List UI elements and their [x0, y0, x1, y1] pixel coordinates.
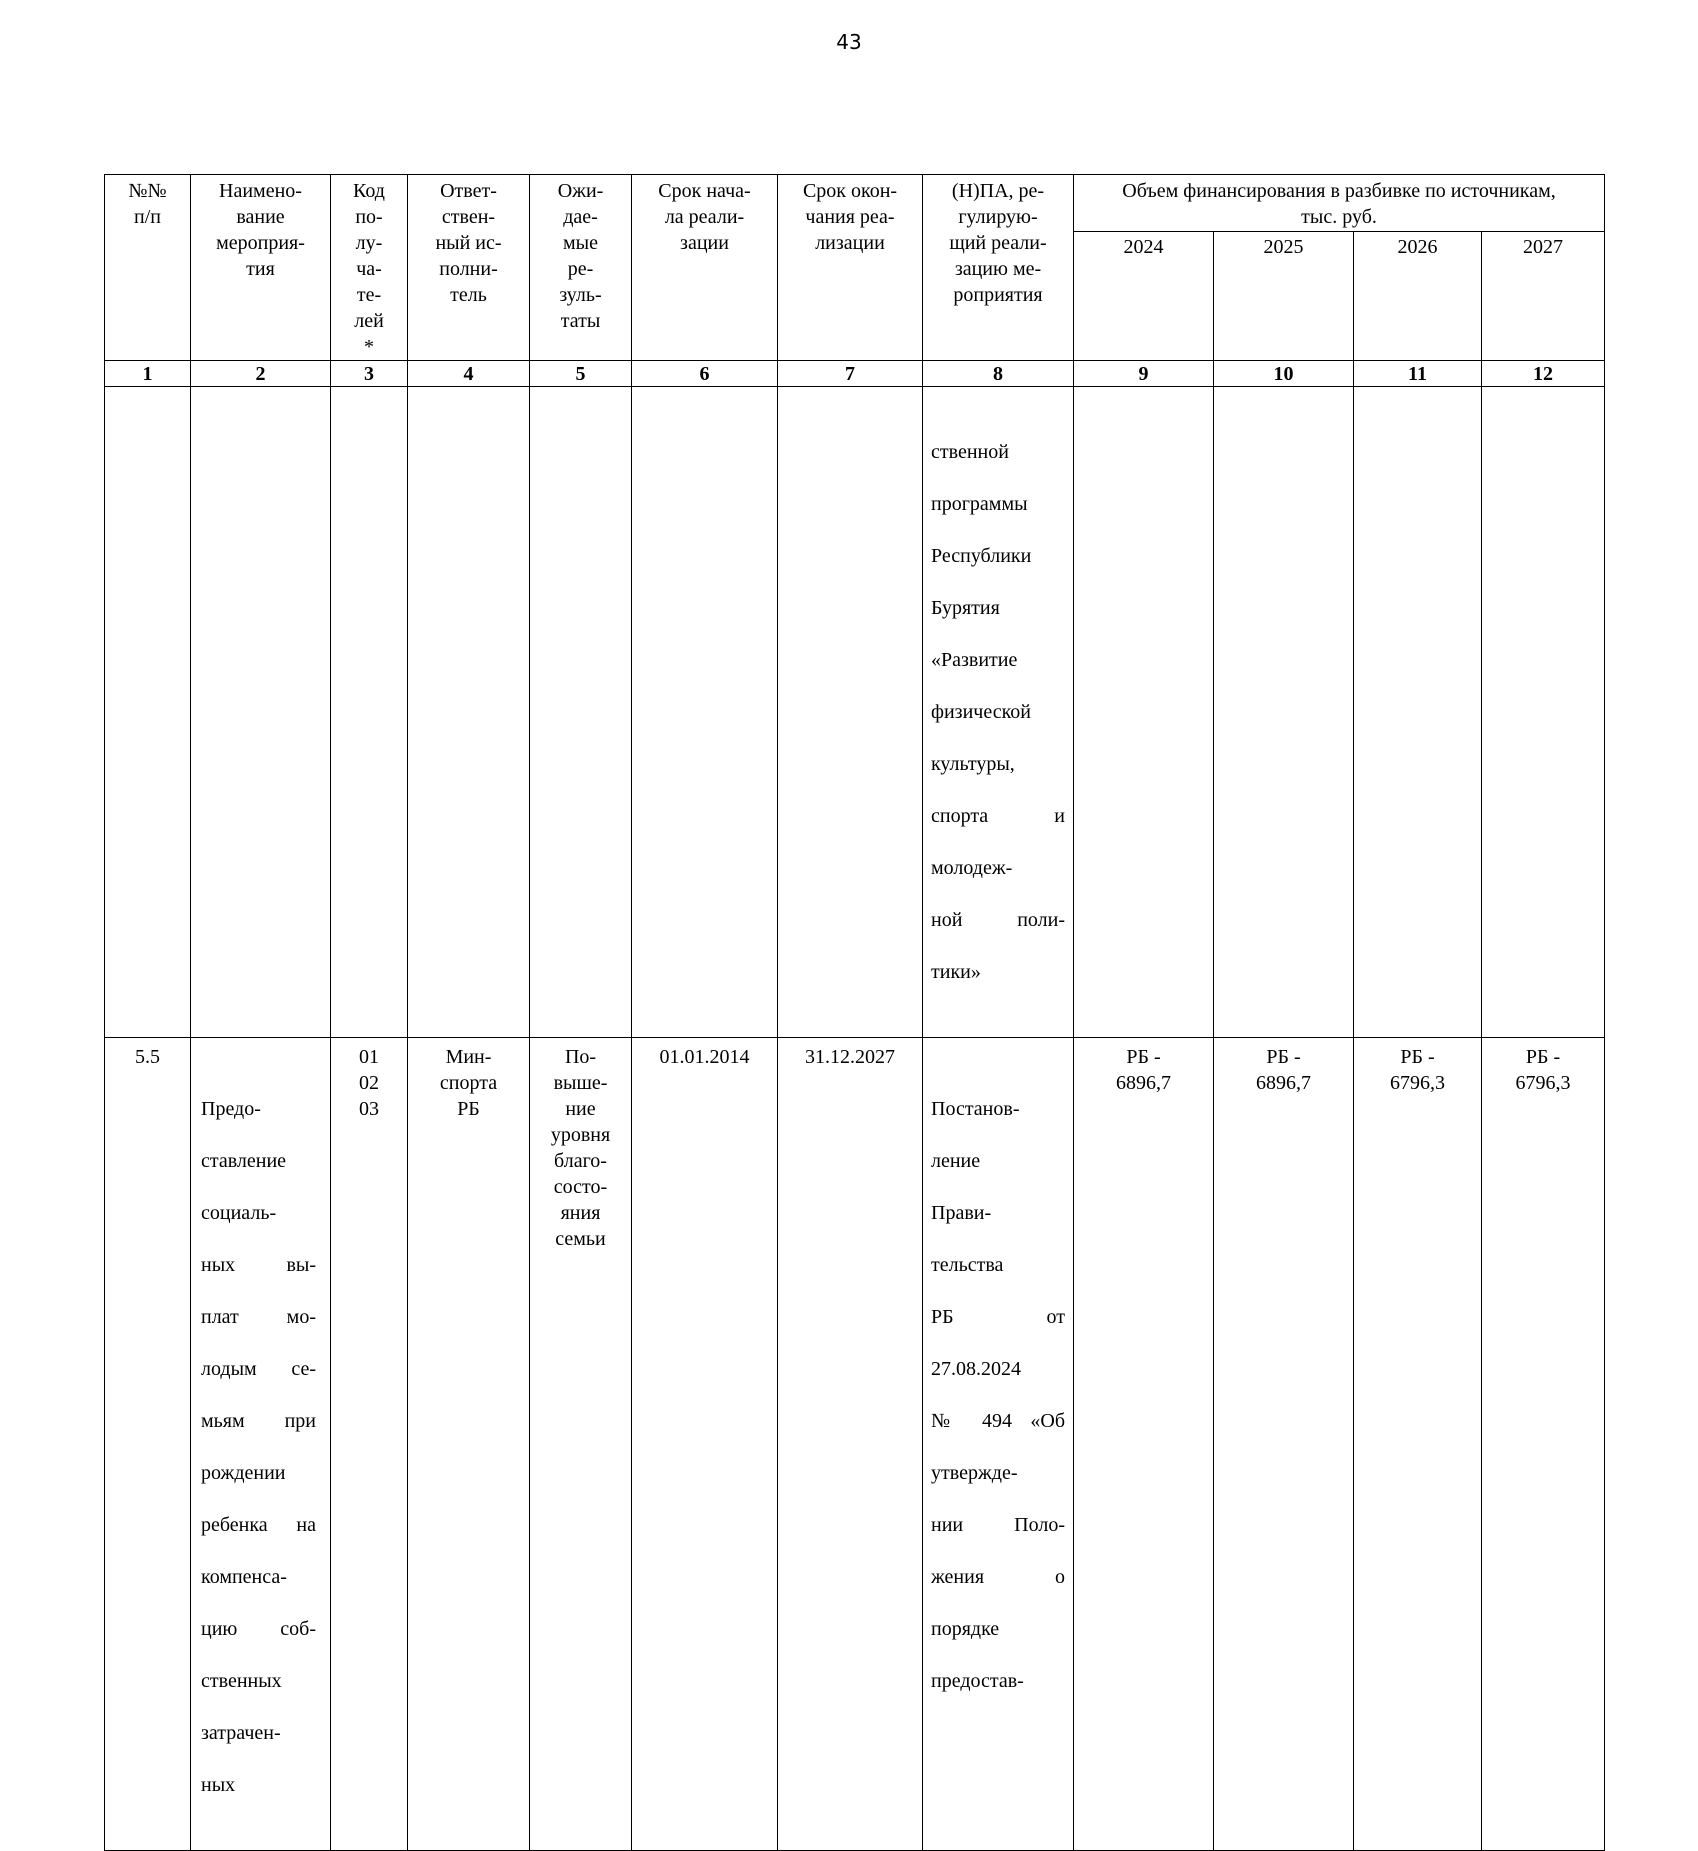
empty-cell [1354, 387, 1482, 1038]
financing-2025: РБ - 6896,7 [1214, 1038, 1354, 1851]
text-line: № 494 «Об [931, 1410, 1065, 1432]
measure-name-text [201, 1070, 316, 1824]
text-line: Предо- [201, 1098, 261, 1120]
empty-cell [1074, 387, 1214, 1038]
text-line: цию соб- [201, 1618, 316, 1640]
text-line: тики» [931, 961, 981, 983]
financing-2026: РБ - 6796,3 [1354, 1038, 1482, 1851]
financing-2024: РБ - 6896,7 [1074, 1038, 1214, 1851]
text-line: социаль- [201, 1202, 277, 1224]
column-number: 7 [778, 361, 923, 387]
empty-cell [530, 387, 632, 1038]
column-number-row [105, 361, 1605, 387]
column-number: 11 [1354, 361, 1482, 387]
empty-cell [408, 387, 530, 1038]
text-line: молодеж- [931, 857, 1013, 879]
header-start: Срок нача- ла реали- зации [632, 175, 778, 361]
text-line: ных [201, 1774, 236, 1796]
column-number: 1 [105, 361, 191, 387]
header-year-2027: 2027 [1482, 231, 1605, 360]
text-line: затрачен- [201, 1722, 281, 1744]
header-npa: (Н)ПА, ре- гулирую- щий реали- зацию ме- роприятия [923, 175, 1074, 361]
text-line: ление [931, 1150, 981, 1172]
header-name: Наимено- вание мероприя- тия [191, 175, 331, 361]
text-line: жения о [931, 1566, 1065, 1588]
executor: Мин- спорта РБ [408, 1038, 530, 1851]
npa-continued-cell [923, 387, 1074, 1038]
column-number: 8 [923, 361, 1074, 387]
financing-2027: РБ - 6796,3 [1482, 1038, 1605, 1851]
continued-row [105, 387, 1605, 1038]
text-line: рождении [201, 1462, 286, 1484]
start-date: 01.01.2014 [632, 1038, 778, 1851]
text-line: предостав- [931, 1670, 1024, 1692]
text-line: РБ от [931, 1306, 1065, 1328]
row-number: 5.5 [105, 1038, 191, 1851]
text-line: физической [931, 701, 1031, 723]
column-number: 5 [530, 361, 632, 387]
text-line: Республики [931, 545, 1032, 567]
text-line: лодым се- [201, 1358, 316, 1380]
column-number: 12 [1482, 361, 1605, 387]
header-end: Срок окон- чания реа- лизации [778, 175, 923, 361]
recipient-code: 01 02 03 [331, 1038, 408, 1851]
npa-continued-text [931, 413, 1065, 1011]
text-line: ных вы- [201, 1254, 316, 1276]
empty-cell [778, 387, 923, 1038]
measures-table [104, 174, 1605, 1851]
text-line: Постанов- [931, 1098, 1020, 1120]
text-line: культуры, [931, 753, 1015, 775]
table-row-5-5 [105, 1038, 1605, 1851]
text-line: Бурятия [931, 597, 1000, 619]
column-number: 10 [1214, 361, 1354, 387]
text-line: ставление [201, 1150, 287, 1172]
text-line: Прави- [931, 1202, 992, 1224]
header-row-top [105, 175, 1605, 232]
page-number: 43 [836, 30, 862, 54]
header-results: Ожи- дае- мые ре- зуль- таты [530, 175, 632, 361]
header-year-2026: 2026 [1354, 231, 1482, 360]
column-number: 3 [331, 361, 408, 387]
empty-cell [632, 387, 778, 1038]
end-date: 31.12.2027 [778, 1038, 923, 1851]
expected-results: По- выше- ние уровня благо- состо- яния семьи [530, 1038, 632, 1851]
text-line: тельства [931, 1254, 1004, 1276]
text-line: мьям при [201, 1410, 316, 1432]
empty-cell [1482, 387, 1605, 1038]
npa-cell [923, 1038, 1074, 1851]
empty-cell [105, 387, 191, 1038]
header-year-2025: 2025 [1214, 231, 1354, 360]
text-line: утвержде- [931, 1462, 1018, 1484]
text-line: ребенка на [201, 1514, 316, 1536]
empty-cell [191, 387, 331, 1038]
text-line: «Развитие [931, 649, 1018, 671]
text-line: ственных [201, 1670, 282, 1692]
text-line: плат мо- [201, 1306, 316, 1328]
text-line: спорта и [931, 805, 1065, 827]
header-executor: Ответ- ствен- ный ис- полни- тель [408, 175, 530, 361]
npa-text [931, 1070, 1065, 1720]
column-number: 2 [191, 361, 331, 387]
column-number: 9 [1074, 361, 1214, 387]
text-line: нии Поло- [931, 1514, 1065, 1536]
text-line: ной поли- [931, 909, 1065, 931]
column-number: 4 [408, 361, 530, 387]
text-line: порядке [931, 1618, 1000, 1640]
measure-name-cell [191, 1038, 331, 1851]
header-num: №№ п/п [105, 175, 191, 361]
header-code: Код по- лу- ча- те- лей * [331, 175, 408, 361]
header-year-2024: 2024 [1074, 231, 1214, 360]
text-line: ственной [931, 441, 1009, 463]
empty-cell [331, 387, 408, 1038]
text-line: программы [931, 493, 1028, 515]
text-line: 27.08.2024 [931, 1358, 1021, 1380]
header-financing-group: Объем финансирования в разбивке по источникам, тыс. руб. [1074, 175, 1605, 232]
empty-cell [1214, 387, 1354, 1038]
column-number: 6 [632, 361, 778, 387]
text-line: компенса- [201, 1566, 287, 1588]
